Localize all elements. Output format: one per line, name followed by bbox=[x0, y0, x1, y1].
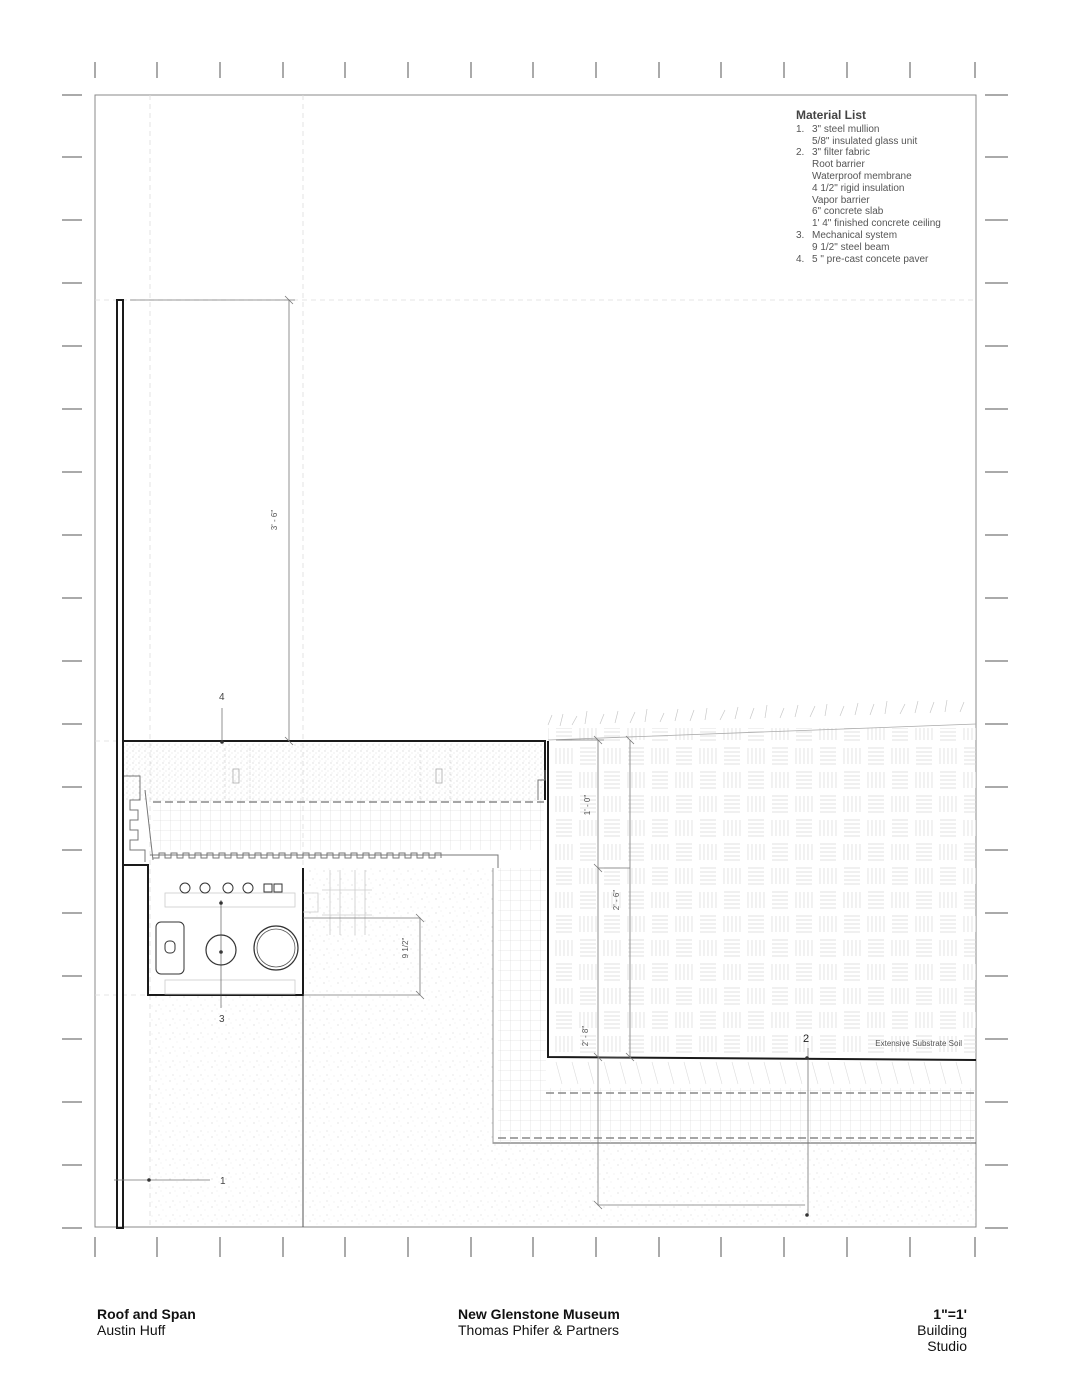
grid-ticks-top bbox=[95, 62, 975, 78]
material-line: 3" filter fabric bbox=[812, 147, 871, 159]
soil-label: Extensive Substrate Soil bbox=[875, 1039, 962, 1048]
material-line: Root barrier bbox=[812, 159, 865, 171]
callout-3: 3 bbox=[219, 1014, 225, 1025]
dim-beam-depth: 9 1/2" bbox=[401, 937, 410, 959]
steel-mullion bbox=[117, 300, 123, 1228]
project-name: New Glenstone Museum bbox=[458, 1306, 620, 1322]
material-line: 5/8" insulated glass unit bbox=[812, 135, 918, 147]
material-line: 4 1/2" rigid insulation bbox=[812, 182, 905, 194]
title-block-left bbox=[97, 1306, 196, 1338]
material-line: 9 1/2" steel beam bbox=[812, 241, 890, 253]
dim-soil-top: 1' - 0" bbox=[583, 794, 592, 816]
material-line: 3" steel mullion bbox=[812, 123, 880, 135]
callout-4: 4 bbox=[219, 692, 225, 703]
material-item bbox=[796, 254, 996, 266]
material-line: 1' 4" finished concrete ceiling bbox=[812, 218, 941, 230]
material-item bbox=[796, 230, 996, 254]
dim-soil-total: 2' - 6" bbox=[612, 889, 621, 911]
material-item bbox=[796, 124, 996, 148]
material-line: 6" concrete slab bbox=[812, 206, 884, 218]
material-item-number: 4. bbox=[796, 253, 805, 265]
studio-line-1: Building bbox=[917, 1322, 967, 1338]
material-line: Vapor barrier bbox=[812, 194, 870, 206]
material-item bbox=[796, 147, 996, 230]
material-list bbox=[796, 110, 996, 265]
grid-ticks-bottom bbox=[95, 1237, 975, 1257]
material-line: 5 " pre-cast concete paver bbox=[812, 253, 929, 265]
material-list-title: Material List bbox=[796, 108, 867, 122]
grid-ticks-left bbox=[62, 95, 82, 1228]
callout-2: 2 bbox=[803, 1033, 810, 1045]
author-name: Austin Huff bbox=[97, 1322, 166, 1338]
dim-soil-bottom: 2' - 8" bbox=[581, 1025, 590, 1047]
material-item-number: 2. bbox=[796, 147, 805, 159]
material-line: Waterproof membrane bbox=[812, 170, 912, 182]
concrete-paver bbox=[124, 741, 545, 800]
material-line: Mechanical system bbox=[812, 229, 898, 241]
drawing-title: Roof and Span bbox=[97, 1306, 196, 1322]
material-item-number: 1. bbox=[796, 123, 805, 135]
dim-parapet-height: 3' - 6" bbox=[270, 509, 279, 531]
title-block-center bbox=[458, 1306, 620, 1338]
title-block-right bbox=[917, 1306, 967, 1354]
callout-1: 1 bbox=[220, 1176, 226, 1187]
architect-name: Thomas Phifer & Partners bbox=[458, 1322, 620, 1338]
material-item-number: 3. bbox=[796, 229, 805, 241]
studio-line-2: Studio bbox=[927, 1338, 967, 1354]
drawing-scale: 1"=1' bbox=[933, 1306, 967, 1322]
